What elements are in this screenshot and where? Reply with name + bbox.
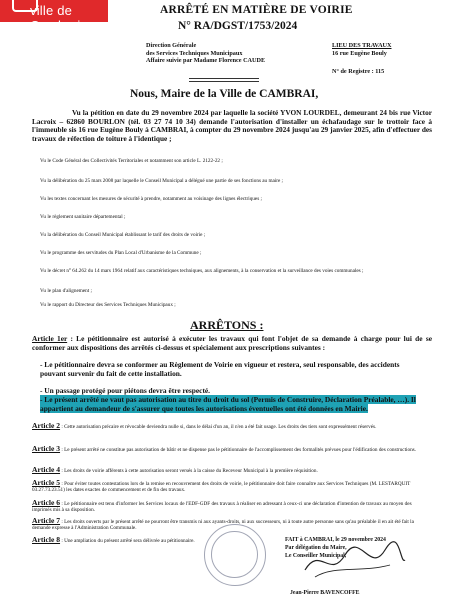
document-number: N° RA/DGST/1753/2024 [178, 20, 298, 32]
article-heading: Article 5 [32, 478, 61, 487]
registre-number: N° de Registre : 115 [332, 68, 385, 75]
signature-place-date: FAIT à CAMBRAI, le 29 novembre 2024 [285, 537, 386, 543]
article-text: : Le présent arrêté ne constitue pas autorisation de bâtir et ne dispense pas le pétitionnaire de l'accomplissement des formalités prévues pour l'édification des constructions. [61, 447, 416, 453]
article-1 [32, 335, 432, 352]
considerant-item: Vu le Code Général des Collectivités Territoriales et notamment son article L. 2122-22 ; [40, 158, 223, 164]
article-heading: Article 8 [32, 535, 61, 544]
article-text: : Le pétitionnaire est tenu d'informer les Services locaux de l'EDF-GDF des travaux à réaliser en adressant à ceux-ci une déclaration d'intention de travaux au moyen des imprimés mis à sa disposition. [32, 501, 412, 514]
article-1-text: : Le pétitionnaire est autorisé à exécuter les travaux qui font l'objet de sa demande à charge pour lui de se conformer aux dispositions des arrêtés ci-dessus et spécialement aux prescriptions suivantes : [32, 334, 432, 352]
article-1-bullet: - Le pétitionnaire devra se conformer au Règlement de Voirie en vigueur et restera, seul responsable, des accidents pouvant survenir du fait de cette installation. [40, 360, 400, 378]
considerant-item: Vu le règlement sanitaire départemental ; [40, 214, 126, 220]
article-heading: Article 4 [32, 465, 61, 474]
article-4 [32, 467, 432, 474]
separator [189, 78, 259, 82]
article-3 [32, 446, 432, 453]
direction-line: des Services Techniques Municipaux [146, 49, 243, 57]
article-heading: Article 7 [32, 516, 61, 525]
article-text: : Les droits ouverts par le présent arrêté ne pourront être transmis ni aux ayants-droits, ni aux successeurs, ni à toute autre personne sans qu'au préalable il en ait été fait la demande expresse à l'Administration Communale. [32, 519, 414, 532]
direction-line: Affaire suivie par Madame Florence CAUDE [146, 57, 266, 65]
considerant-item: Vu les textes concernant les mesures de sécurité à prendre, notamment au voisinage des lignes électriques ; [40, 196, 262, 202]
considerant-item: Vu le rapport du Directeur des Services Techniques Municipaux ; [40, 302, 176, 308]
article-1-bullet: - Un passage protégé pour piétons devra être respecté. [40, 386, 211, 395]
article-6 [32, 500, 432, 513]
arretons-heading: ARRÊTONS : [190, 318, 264, 332]
considerant-item: Vu la délibération du 25 mars 2008 par laquelle le Conseil Municipal a délégué une partie de ses fonctions au maire ; [40, 178, 283, 184]
article-heading: Article 3 [32, 444, 61, 453]
article-text: : Pour éviter toutes contestations lors de la remise en recouvrement des droits de voirie, le pétitionnaire doit faire connaître aux Services Techniques (M. LESTARQUIT 03.27.73.23.51) les dates exactes de commencement et de fin des travaux. [32, 481, 411, 494]
lieu-label: LIEU DES TRAVAUX [332, 42, 392, 49]
considerant-item: Vu le programme des servitudes du Plan Local d'Urbanisme de la Commune ; [40, 250, 202, 256]
direction-line: Direction Générale [146, 42, 197, 49]
considerant-item: Vu le plan d'alignement ; [40, 288, 92, 294]
article-2 [32, 423, 432, 430]
article-text: : Les droits de voirie afférents à cette autorisation seront versés à la caisse du Receveur Municipal à la première réquisition. [61, 468, 318, 474]
official-stamp [204, 524, 266, 586]
article-text: : Une ampliation du présent arrêté sera délivrée au pétitionnaire. [61, 538, 195, 544]
article-5 [32, 480, 432, 493]
considerant-item: Vu la délibération du Conseil Municipal établissant le tarif des droits de voirie ; [40, 232, 206, 238]
article-heading: Article 6 [32, 498, 61, 507]
city-logo [0, 0, 108, 33]
considerant-item: Vu le décret n° 64.262 du 14 mars 1964 relatif aux caractéristiques techniques, aux alignements, à la conservation et la surveillance des voies communales ; [40, 268, 364, 274]
petition-paragraph: Vu la pétition en date du 29 novembre 2024 par laquelle la société YVON LOURDEL, demeurant 24 bis rue Victor Lacroix – 62860 BOURLON (tél. 03 27 74 10 34) demande l'autorisation d'installer un échafaudage sur le trottoir face à l'immeuble sis 16 rue Eugène Bouly à CAMBRAI, à compter du 29 novembre 2024 jusqu'au 29 janvier 2025, afin d'effectuer des travaux de réfection de toiture à l'identique ; [32, 108, 432, 143]
logo-text: ville de Cambrai [30, 3, 81, 33]
lieu-block [332, 42, 442, 57]
lieu-value: 16 rue Eugène Bouly [332, 49, 387, 57]
nous-heading: Nous, Maire de la Ville de CAMBRAI, [130, 88, 319, 100]
document-title: ARRÊTÉ EN MATIÈRE DE VOIRIE [160, 4, 353, 16]
article-1-heading: Article 1er [32, 334, 68, 343]
article-text: : Cette autorisation précaire et révocable deviendra nulle si, dans le délai d'un an, il n'en a été fait usage. Les droits des tiers sont expressément réservés. [61, 424, 377, 430]
signature-role: Le Conseiller Municipal, [285, 553, 347, 559]
signatory-name: Jean-Pierre BAVENCOFFE [290, 590, 360, 596]
article-1-bullet-highlighted [40, 396, 420, 413]
signature-delegation: Par délégation du Maire, [285, 545, 347, 551]
highlighted-text: - Le présent arrêté ne vaut pas autorisation au titre du droit du sol (Permis de Construire, Déclaration Préalable, …). Il appartient au demandeur de s'assurer que toutes les autorisations éventuelles ont été données en Mairie. [40, 395, 416, 413]
article-heading: Article 2 [32, 421, 61, 430]
direction-block [146, 42, 296, 65]
